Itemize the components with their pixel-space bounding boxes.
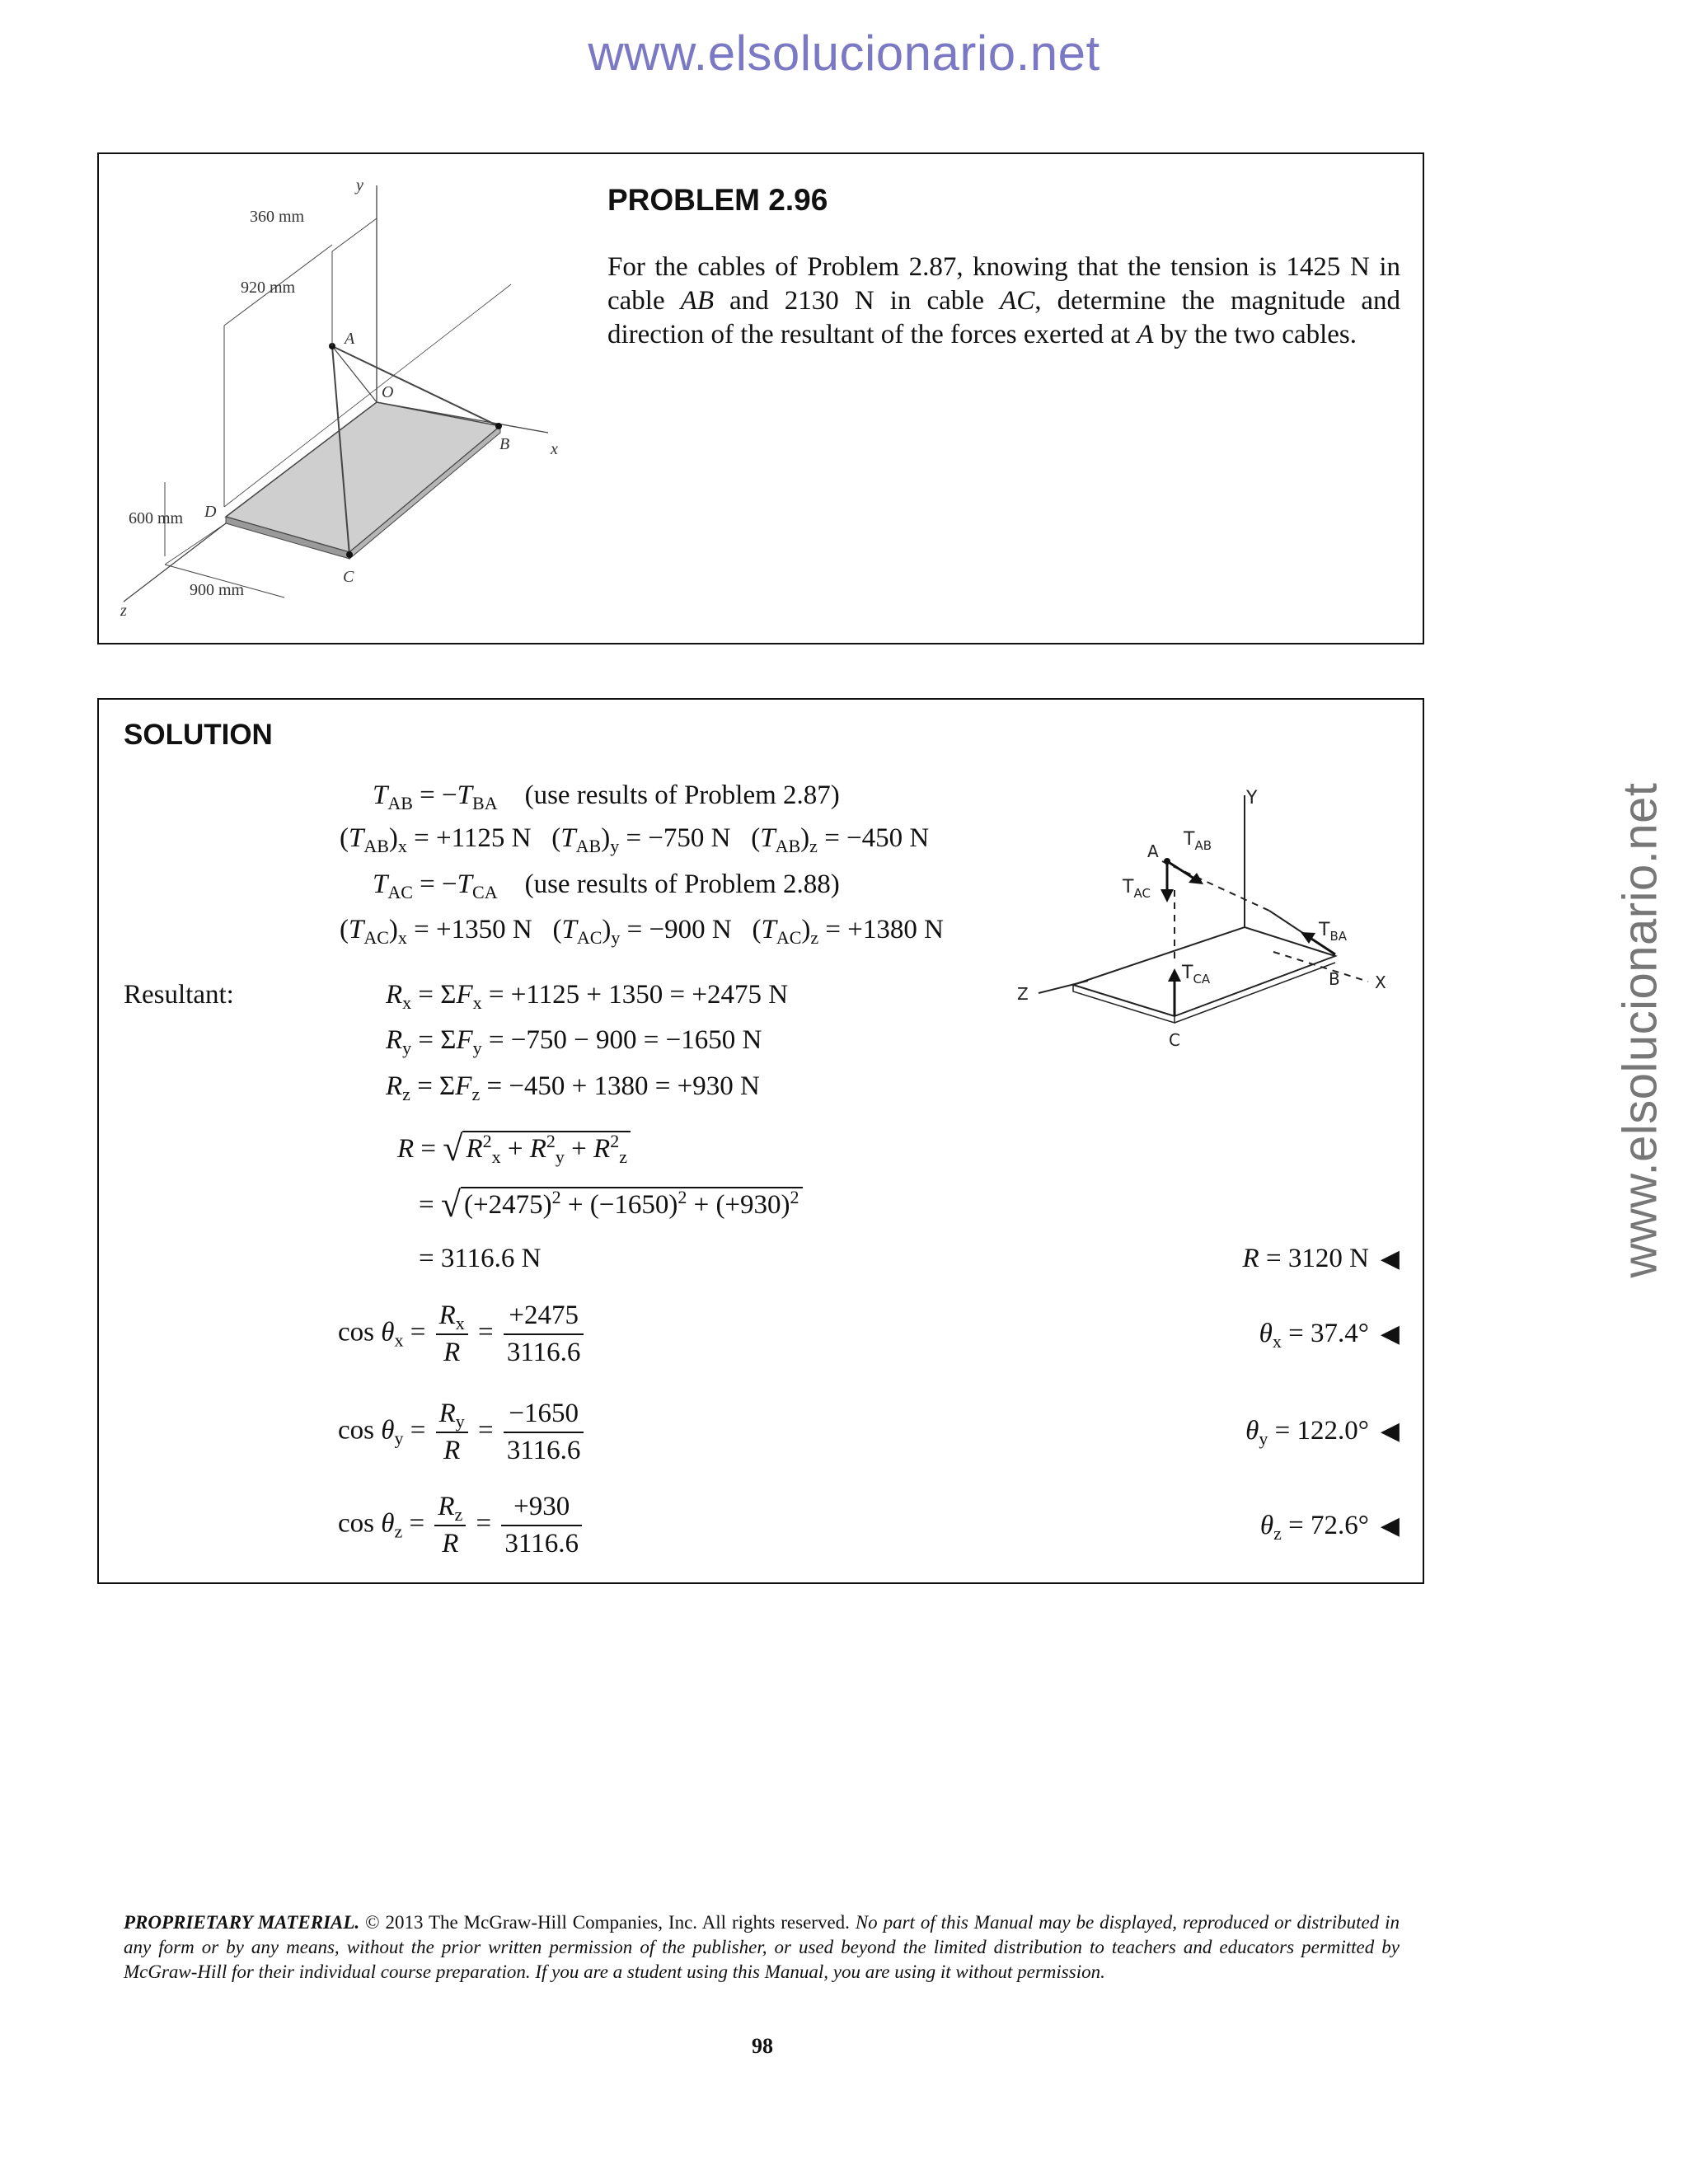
answer-theta-z: $\theta_z = 72.6^\circ$ ◀ <box>1259 1511 1400 1544</box>
sketch-x-axis <box>1273 952 1368 982</box>
axis-label-z: z <box>120 602 127 620</box>
eq-cos-z: $\cos \theta_z$ = $\frac{R_z}{R}$ = $\frac{+930}{3116.6}$ <box>338 1492 585 1559</box>
problem-title: PROBLEM 2.96 <box>607 183 828 217</box>
resultant-label: Resultant: <box>124 980 234 1010</box>
point-label-d: D <box>204 503 217 521</box>
axis-label-x: x <box>551 440 558 458</box>
sketch-label-a: A <box>1147 841 1159 861</box>
eq-rz: $R_z = \Sigma F_z = -450 + 1380 = +930$ N <box>386 1071 760 1104</box>
eq-r-formula: R = √ $R^2_x + R^2_y + R^2_z$ <box>397 1127 631 1169</box>
dim-label-920: 920 mm <box>241 279 296 297</box>
footer-copyright: PROPRIETARY MATERIAL. © 2013 The McGraw-Hill Companies, Inc. All rights reserved. No part of this Manual may be displayed, reproduced or distributed in any form or by any means, without the prior written permission of the publisher, or used beyond the limited distribution to teachers and educators permitted by McGraw-Hill for their individual course preparation. If you are a student using this Manual, you are using it without permission. <box>124 1912 1400 1982</box>
sketch-label-tac: $T_{AC}$ <box>1123 877 1151 901</box>
problem-figure <box>99 161 593 630</box>
arrow-tca-head <box>1168 968 1181 982</box>
eq-tac-components: $(T_{AC})_x = +1350$ N $(T_{AC})_y = -900$ N $(T_{AC})_z = +1380$ N <box>340 915 944 948</box>
point-b-dot <box>495 423 502 429</box>
dim-line <box>165 523 226 565</box>
problem-statement: For the cables of Problem 2.87, knowing that the tension is 1425 N in cable AB and 2130 N in cable AC, determine the magnitude and direction of the resultant of the forces exerted at A by the two cables. <box>607 252 1400 349</box>
eq-cos-y: $\cos \theta_y$ = $\frac{R_y}{R}$ = $\frac{-1650}{3116.6}$ <box>338 1399 587 1466</box>
arrow-tab <box>1167 861 1197 880</box>
page-number: 98 <box>752 2034 773 2058</box>
answer-r: R = 3120 N ◀ <box>1242 1244 1400 1273</box>
point-label-b: B <box>499 435 510 453</box>
sketch-slab-side <box>1073 985 1175 1023</box>
answer-theta-x: $\theta_x = 37.4^\circ$ ◀ <box>1259 1319 1400 1352</box>
eq-cos-x: $\cos \theta_x$ = $\frac{R_x}{R}$ = $\frac{+2475}{3116.6}$ <box>338 1301 587 1368</box>
dim-label-900: 900 mm <box>190 581 245 599</box>
axis-label-y: y <box>356 176 363 194</box>
sketch-label-tca: $T_{CA}$ <box>1182 963 1211 987</box>
eq-r-value: = 3116.6 N <box>419 1244 542 1273</box>
sketch-label-z: Z <box>1017 984 1029 1004</box>
eq-tac-relation: $T_{AC} = -T_{CA}$ (use results of Problem 2.88) <box>373 869 840 902</box>
point-label-a: A <box>345 330 355 348</box>
sketch-label-y: Y <box>1246 788 1258 808</box>
arrow-tac-head <box>1160 889 1174 902</box>
point-c-dot <box>346 551 353 558</box>
eq-ry: $R_y = \Sigma F_y = -750 - 900 = -1650$ N <box>386 1025 762 1058</box>
watermark-side: www.elsolucionario.net <box>1613 782 1667 1278</box>
dim-label-360: 360 mm <box>250 208 305 226</box>
point-label-c: C <box>343 568 354 586</box>
sketch-label-tba: $T_{BA}$ <box>1319 920 1348 944</box>
eq-rx: $R_x = \Sigma F_x = +1125 + 1350 = +2475$ N <box>386 980 789 1013</box>
sketch-label-x: X <box>1375 972 1386 992</box>
watermark-top: www.elsolucionario.net <box>588 26 1100 81</box>
dim-line <box>332 218 377 251</box>
sketch-label-b: B <box>1329 969 1340 989</box>
solution-title: SOLUTION <box>124 719 273 751</box>
eq-r-numeric: = √ $(+2475)^2 + (-1650)^2 + (+930)^2$ <box>419 1183 803 1226</box>
sketch-label-c: C <box>1169 1030 1180 1050</box>
eq-tab-relation: $T_{AB} = -T_{BA}$ (use results of Problem 2.87) <box>373 780 840 813</box>
sketch-label-tab: $T_{AB}$ <box>1184 829 1212 853</box>
dim-label-600: 600 mm <box>129 509 184 527</box>
arrow-tba-head <box>1301 932 1315 944</box>
solution-sketch <box>1006 787 1418 1059</box>
eq-tab-components: $(T_{AB})_x = +1125$ N $(T_{AB})_y = -750$ N $(T_{AB})_z = -450$ N <box>340 823 930 856</box>
point-label-o: O <box>382 383 394 401</box>
answer-theta-y: $\theta_y = 122.0^\circ$ ◀ <box>1245 1416 1400 1449</box>
sketch-point-a <box>1164 858 1170 865</box>
